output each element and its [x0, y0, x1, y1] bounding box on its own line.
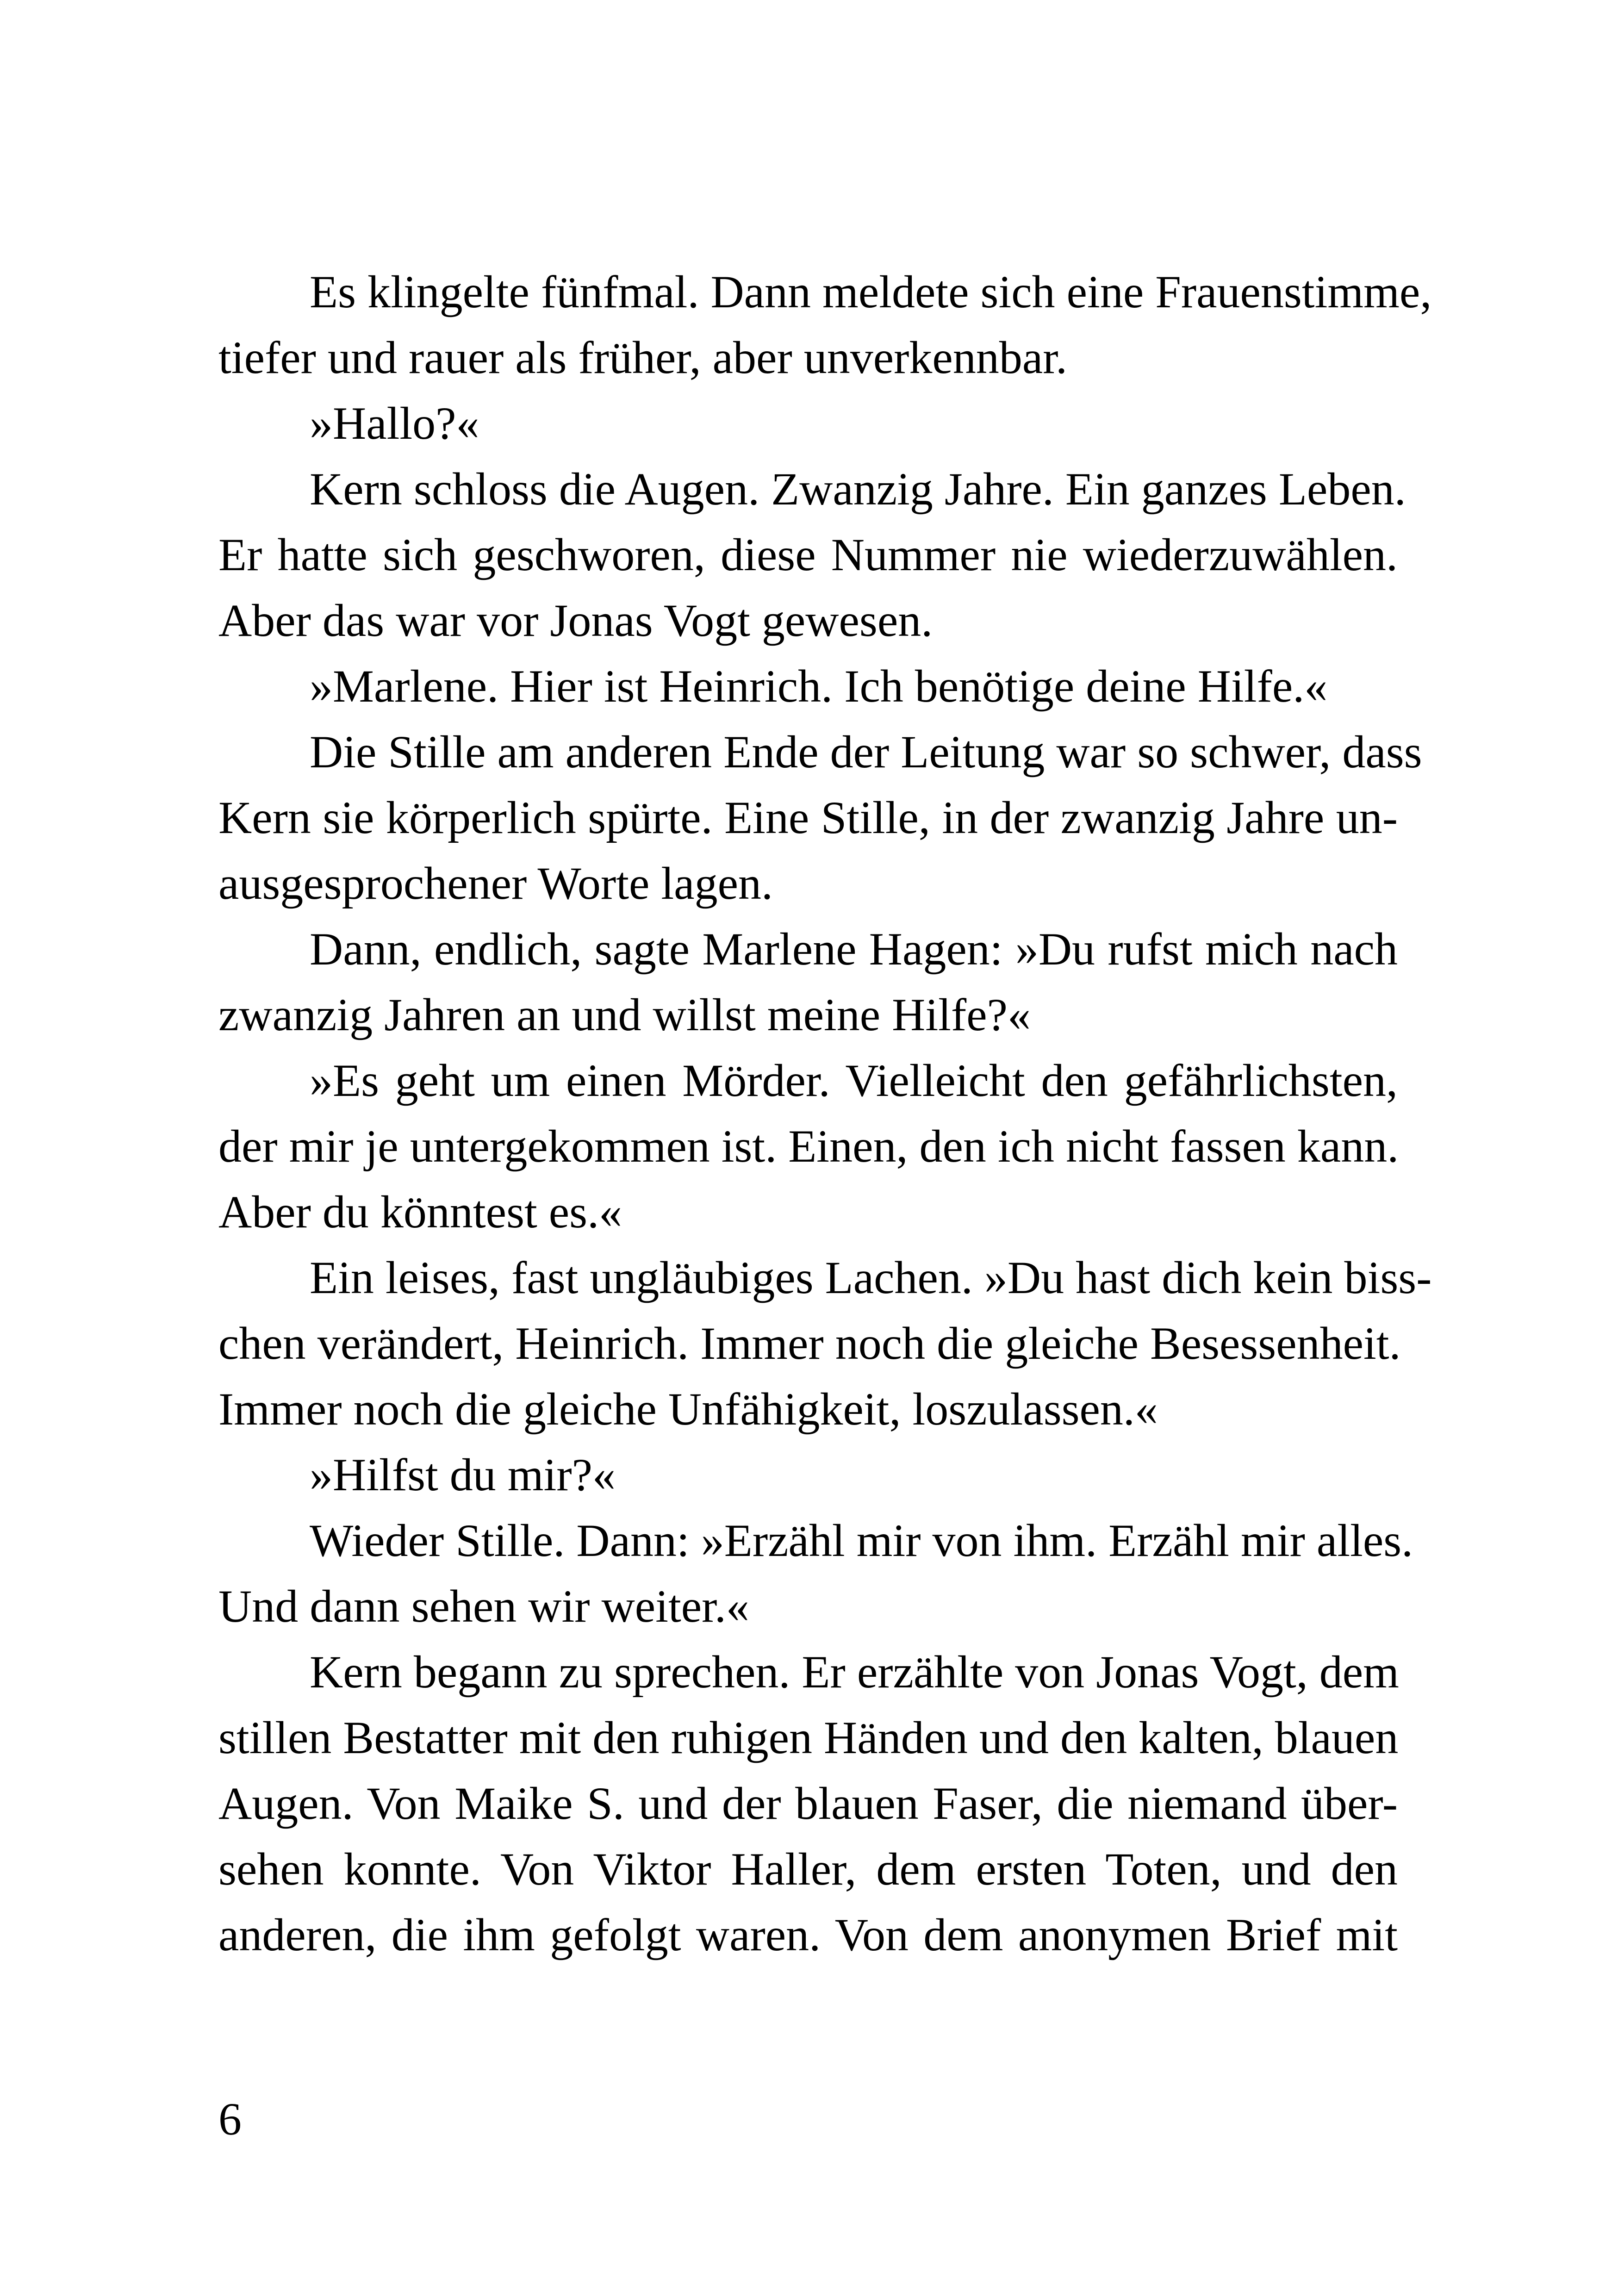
text-line: ausgesprochener Worte lagen.	[218, 858, 773, 909]
text-line: zwanzig Jahren an und willst meine Hilfe?«	[218, 989, 1031, 1040]
text-line: tiefer und rauer als früher, aber unverkennbar.	[218, 332, 1067, 383]
text-line: Kern sie körperlich spürte. Eine Stille, in der zwanzig Jahre un-	[218, 792, 1398, 843]
page-number: 6	[218, 2093, 242, 2145]
text-line: Kern begann zu sprechen. Er erzählte von Jonas Vogt, dem	[310, 1646, 1399, 1698]
text-line: »Es geht um einen Mörder. Vielleicht den gefährlichsten,	[310, 1055, 1398, 1106]
text-line: »Hilfst du mir?«	[310, 1449, 616, 1500]
body-text	[218, 259, 1432, 1968]
text-line: sehen konnte. Von Viktor Haller, dem ersten Toten, und den	[218, 1843, 1398, 1895]
text-line: Aber du könntest es.«	[218, 1186, 622, 1238]
text-line: Es klingelte fünfmal. Dann meldete sich eine Frauenstimme,	[310, 266, 1432, 317]
text-line: Aber das war vor Jonas Vogt gewesen.	[218, 595, 933, 646]
text-line: Kern schloss die Augen. Zwanzig Jahre. Ein ganzes Leben.	[310, 463, 1406, 515]
text-line: »Hallo?«	[310, 398, 479, 449]
text-line: Ein leises, fast ungläubiges Lachen. »Du hast dich kein biss-	[310, 1252, 1432, 1303]
text-line: Wieder Stille. Dann: »Erzähl mir von ihm. Erzähl mir alles.	[310, 1515, 1413, 1566]
text-line: »Marlene. Hier ist Heinrich. Ich benötige deine Hilfe.«	[310, 660, 1328, 712]
text-line: anderen, die ihm gefolgt waren. Von dem anonymen Brief mit	[218, 1909, 1398, 1960]
text-line: Die Stille am anderen Ende der Leitung war so schwer, dass	[310, 726, 1422, 778]
text-line: Immer noch die gleiche Unfähigkeit, loszulassen.«	[218, 1383, 1158, 1435]
text-line: Er hatte sich geschworen, diese Nummer nie wiederzuwählen.	[218, 529, 1398, 580]
text-line: Und dann sehen wir weiter.«	[218, 1580, 749, 1632]
text-line: chen verändert, Heinrich. Immer noch die gleiche Besessenheit.	[218, 1318, 1401, 1369]
text-line: stillen Bestatter mit den ruhigen Händen und den kalten, blauen	[218, 1712, 1399, 1763]
text-line: der mir je untergekommen ist. Einen, den ich nicht fassen kann.	[218, 1120, 1399, 1172]
text-line: Dann, endlich, sagte Marlene Hagen: »Du rufst mich nach	[310, 923, 1398, 975]
text-line: Augen. Von Maike S. und der blauen Faser, die niemand über-	[218, 1778, 1398, 1829]
